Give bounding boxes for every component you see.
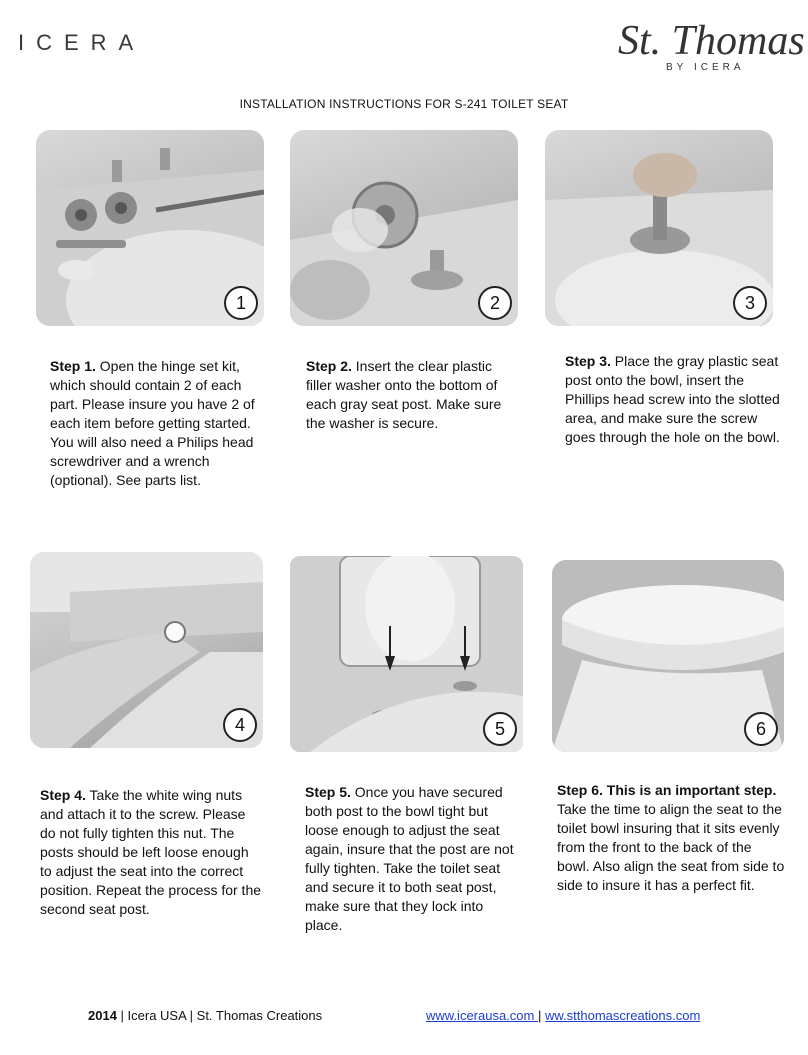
st-thomas-logo: St. Thomas — [618, 18, 805, 64]
footer-year: 2014 — [88, 1008, 117, 1023]
step-2-photo — [290, 130, 518, 326]
document-title: INSTALLATION INSTRUCTIONS FOR S-241 TOILET SEAT — [239, 97, 569, 111]
step-6-photo — [552, 560, 784, 752]
step-3-body: Place the gray plastic seat post onto the bowl, insert the Phillips head screw into the slotted area, and make sure the screw goes through the hole on the bowl. — [565, 353, 780, 445]
footer-links — [426, 1008, 700, 1023]
step-5-body: Once you have secured both post to the bowl tight but loose enough to adjust the seat again, insure that the post are not fully tighten. Take the toilet seat and secure it to both seat post, make sure that they lock into place. — [305, 784, 514, 933]
step-4-text — [40, 786, 264, 919]
step-5-number-badge: 5 — [483, 712, 517, 746]
step-4-body: Take the white wing nuts and attach it to the screw. Please do not fully tighten this nut. The posts should be left loose enough to adjust the seat into the correct position. Repeat the process for the second seat post. — [40, 787, 262, 917]
step-2-label: Step 2. — [306, 358, 352, 374]
step-1-label: Step 1. — [50, 358, 96, 374]
footer-credits-text: | Icera USA | St. Thomas Creations — [116, 1008, 323, 1023]
step-3-number-badge: 3 — [733, 286, 767, 320]
step-5-label: Step 5. — [305, 784, 351, 800]
step-4-photo — [30, 552, 263, 748]
step-3-label: Step 3. — [565, 353, 611, 369]
step-6-text — [557, 781, 785, 895]
step-1-body: Open the hinge set kit, which should contain 2 of each part. Please insure you have 2 of each item before getting started. You will also need a Philips head screwdriver and a wrench (optional). See parts list. — [50, 358, 255, 488]
step-1-number-badge: 1 — [224, 286, 258, 320]
stthomascreations-link[interactable]: ww.stthomascreations.com — [544, 1008, 701, 1023]
footer-credits — [88, 1008, 322, 1023]
st-thomas-logo-subtitle: BY ICERA — [666, 62, 745, 73]
step-5-text — [305, 783, 517, 935]
step-6-label: Step 6. This is an important step. — [557, 782, 777, 798]
step-2-body: Insert the clear plastic filler washer onto the bottom of each gray seat post. Make sure the washer is secure. — [306, 358, 502, 431]
step-2-number-badge: 2 — [478, 286, 512, 320]
step-2-text — [306, 357, 506, 433]
footer-link-separator: | — [537, 1008, 545, 1023]
step-4-number-badge: 4 — [223, 708, 257, 742]
step-3-photo — [545, 130, 773, 326]
step-6-body: Take the time to align the seat to the toilet bowl insuring that it sits evenly from the front to the back of the bowl. Also align the seat from side to side to insure it has a perfect fit. — [557, 801, 785, 893]
step-3-text — [565, 352, 780, 447]
step-4-label: Step 4. — [40, 787, 86, 803]
icerausa-link[interactable]: www.icerausa.com — [426, 1008, 538, 1023]
step-1-text — [50, 357, 262, 490]
step-6-number-badge: 6 — [744, 712, 778, 746]
step-1-photo — [36, 130, 264, 326]
step-5-photo — [290, 556, 523, 752]
icera-logo: ICERA — [18, 30, 146, 55]
